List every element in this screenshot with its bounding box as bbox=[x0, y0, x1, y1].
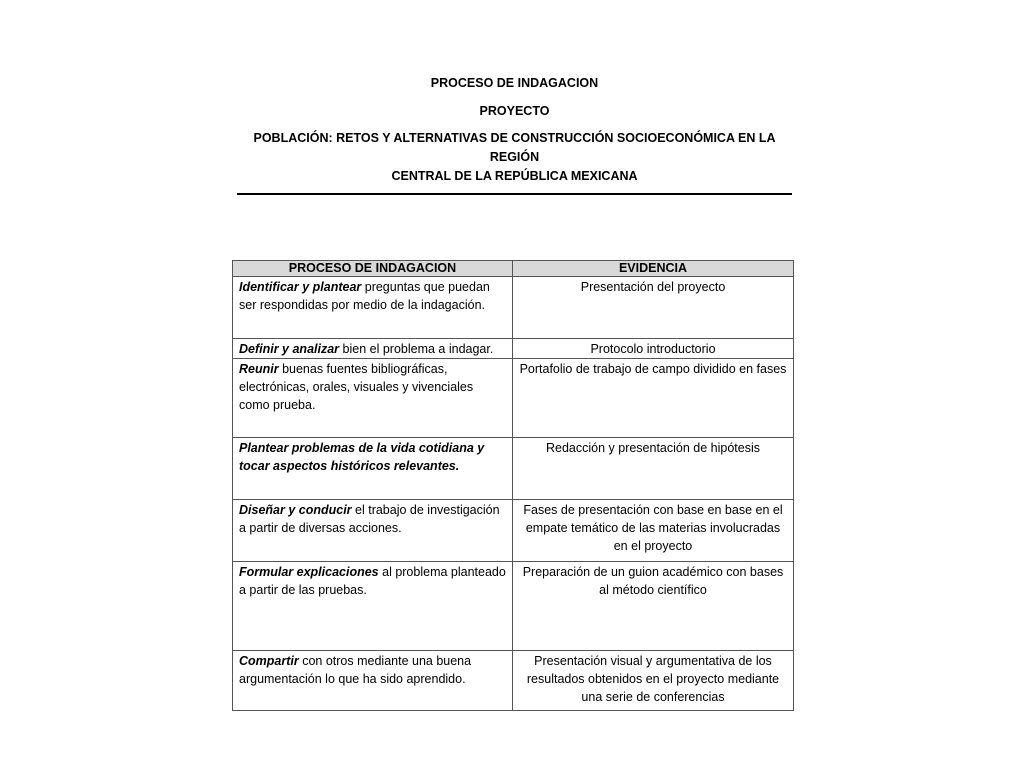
process-text: buenas fuentes bibliográficas, electrónicas, orales, visuales y vivenciales como prueba. bbox=[239, 362, 474, 412]
inquiry-table bbox=[232, 260, 794, 711]
process-cell bbox=[233, 500, 513, 562]
process-text: preguntas que puedan ser respondidas por medio de la indagación. bbox=[239, 280, 490, 312]
process-text: al problema planteado a partir de las pruebas. bbox=[239, 565, 506, 597]
table-header-row bbox=[233, 261, 794, 277]
population-heading bbox=[237, 129, 792, 186]
process-keyword: Reunir bbox=[239, 362, 279, 376]
process-keyword: Formular explicaciones bbox=[239, 565, 379, 579]
table-row bbox=[233, 277, 794, 339]
evidence-cell: Redacción y presentación de hipótesis bbox=[513, 438, 794, 500]
evidence-cell: Presentación visual y argumentativa de los resultados obtenidos en el proyecto mediante una serie de conferencias bbox=[513, 651, 794, 711]
column-header-evidence: EVIDENCIA bbox=[513, 261, 794, 277]
evidence-cell: Fases de presentación con base en base en el empate temático de las materias involucradas en el proyecto bbox=[513, 500, 794, 562]
column-header-process: PROCESO DE INDAGACION bbox=[233, 261, 513, 277]
table-row bbox=[233, 359, 794, 438]
process-cell bbox=[233, 359, 513, 438]
population-line-1: POBLACIÓN: RETOS Y ALTERNATIVAS DE CONSTRUCCIÓN SOCIOECONÓMICA EN LA REGIÓN bbox=[253, 131, 776, 164]
evidence-cell: Presentación del proyecto bbox=[513, 277, 794, 339]
process-keyword: Diseñar y conducir bbox=[239, 503, 352, 517]
table-row bbox=[233, 562, 794, 651]
horizontal-rule bbox=[237, 193, 792, 195]
process-cell bbox=[233, 339, 513, 359]
document-title: PROCESO DE INDAGACION bbox=[430, 76, 599, 90]
process-cell bbox=[233, 277, 513, 339]
process-text: con otros mediante una buena argumentación lo que ha sido aprendido. bbox=[239, 654, 472, 686]
process-keyword: Plantear problemas de la vida cotidiana y tocar aspectos históricos relevantes. bbox=[239, 441, 485, 473]
table-row bbox=[233, 438, 794, 500]
process-text: bien el problema a indagar. bbox=[339, 342, 494, 356]
process-keyword: Definir y analizar bbox=[239, 342, 340, 356]
process-keyword: Compartir bbox=[239, 654, 299, 668]
evidence-cell: Preparación de un guion académico con bases al método científico bbox=[513, 562, 794, 651]
process-cell bbox=[233, 438, 513, 500]
evidence-cell: Portafolio de trabajo de campo dividido en fases bbox=[513, 359, 794, 438]
process-cell bbox=[233, 562, 513, 651]
table-row bbox=[233, 339, 794, 359]
table-row bbox=[233, 500, 794, 562]
process-text: el trabajo de investigación a partir de diversas acciones. bbox=[239, 503, 500, 535]
process-cell bbox=[233, 651, 513, 711]
population-line-2: CENTRAL DE LA REPÚBLICA MEXICANA bbox=[391, 169, 638, 183]
process-keyword: Identificar y plantear bbox=[239, 280, 362, 294]
evidence-cell: Protocolo introductorio bbox=[513, 339, 794, 359]
document-subtitle: PROYECTO bbox=[479, 104, 550, 118]
table-row bbox=[233, 651, 794, 711]
